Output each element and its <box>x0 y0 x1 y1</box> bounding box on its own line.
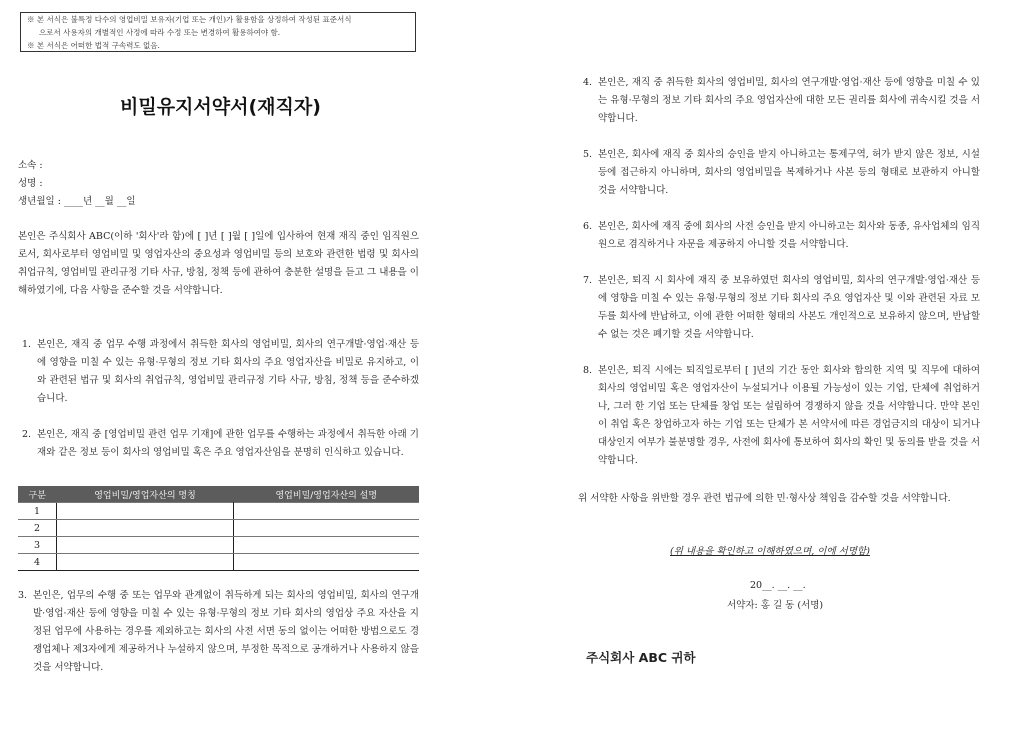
row-number: 3 <box>18 537 57 554</box>
confirmation-note: (위 내용을 확인하고 이해하였으며, 이에 서명함) <box>670 546 870 557</box>
notice-line-1: ※ 본 서식은 불특정 다수의 영업비밀 보유자(기업 또는 개인)가 활용함을 상정하여 작성된 표준서식 <box>27 15 352 24</box>
clause-number: 4. <box>583 77 593 88</box>
table-row <box>18 520 419 537</box>
asset-name-cell[interactable] <box>57 537 234 554</box>
table-row <box>18 554 419 571</box>
table-header: 구분 <box>18 486 57 503</box>
signer-line[interactable]: 서약자: 홍 길 동 (서명) <box>727 600 824 611</box>
table-row <box>18 503 419 520</box>
clause-text: 본인은, 업무의 수행 중 또는 업무와 관계없이 취득하게 되는 회사의 영업비밀, 회사의 연구개발·영업·재산 등에 영향을 미칠 수 있는 유형·무형의 정보 기타 회사의 영업상 주요 자산을 지정된 업무에 사용하는 경우를 제외하고는 회사의 사전 서면 동의 없이는 어떠한 방법으로도 경쟁업체나 제3자에게 제공하거나 누설하지 않으며, 부정한 목적으로 공개하거나 사용하지 않을 것을 서약합니다. <box>33 590 419 673</box>
clause-text: 본인은, 재직 중 [영업비밀 관련 업무 기재]에 관한 업무를 수행하는 과정에서 취득한 아래 기재와 같은 정보 등이 회사의 영업비밀 혹은 주요 영업자산임을 분명히 인식하고 있습니다. <box>37 429 419 458</box>
clause-number: 5. <box>583 149 593 160</box>
clause-number: 6. <box>583 221 593 232</box>
clause-text: 본인은, 퇴직 시 회사에 재직 중 보유하였던 회사의 영업비밀, 회사의 연구개발·영업·재산 등에 영향을 미칠 수 있는 유형·무형의 정보 기타 회사의 주요 영업자산 및 이와 관련된 자료 모두를 회사에 반납하고, 이에 관한 어떠한 형태의 사본도 개인적으로 보유하지 않으며, 반납할 수 없는 것은 폐기할 것을 서약합니다. <box>598 275 980 340</box>
clause-6 <box>583 218 980 254</box>
clause-text: 본인은, 재직 중 업무 수행 과정에서 취득한 회사의 영업비밀, 회사의 연구개발·영업·재산 등에 영향을 미칠 수 있는 유형·무형의 정보 기타 회사의 주요 영업자산을 비밀로 유지하고, 이와 관련된 법규 및 회사의 취업규칙, 영업비밀 관리규정 기타 사규, 방침, 정책 등을 준수하겠습니다. <box>37 339 419 404</box>
table-row <box>18 537 419 554</box>
birth-field: 생년월일 : ____년 __월 __일 <box>18 196 136 207</box>
asset-name-cell[interactable] <box>57 503 234 520</box>
row-number: 4 <box>18 554 57 571</box>
clause-number: 3. <box>18 590 28 601</box>
closing-paragraph: 위 서약한 사항을 위반할 경우 관련 법규에 의한 민·형사상 책임을 감수할 것을 서약합니다. <box>578 493 951 504</box>
intro-paragraph: 본인은 주식회사 ABC(이하 '회사'라 함)에 [ ]년 [ ]월 [ ]일에 입사하여 현재 재직 중인 임직원으로서, 회사로부터 영업비밀 및 영업자산의 중요성과 영업비밀 등의 보호와 관련한 법령 및 회사의 취업규칙, 영업비밀 관리규정 기타 사규, 방침, 정책 등에 관하여 충분한 설명을 듣고 그 내용을 이해하였기에, 다음 사항을 준수할 것을 서약합니다. <box>18 231 419 296</box>
asset-desc-cell[interactable] <box>234 503 420 520</box>
row-number: 1 <box>18 503 57 520</box>
clause-number: 7. <box>583 275 593 286</box>
asset-desc-cell[interactable] <box>234 554 420 571</box>
clause-text: 본인은, 재직 중 취득한 회사의 영업비밀, 회사의 연구개발·영업·재산 등에 영향을 미칠 수 있는 유형·무형의 정보 기타 회사의 주요 영업자산에 대한 모든 권리를 회사에 귀속시킬 것을 서약합니다. <box>598 77 980 124</box>
notice-line-3: ※ 본 서식은 어떠한 법적 구속력도 없음. <box>27 41 160 50</box>
clause-8 <box>583 362 980 470</box>
asset-desc-cell[interactable] <box>234 537 420 554</box>
clause-4 <box>583 74 980 128</box>
notice-box <box>20 12 416 52</box>
signature-date[interactable]: 20__. __. __. <box>750 580 806 591</box>
clause-2 <box>22 426 419 462</box>
clause-5 <box>583 146 980 200</box>
clause-7 <box>583 272 980 344</box>
clause-number: 2. <box>22 429 32 440</box>
notice-line-2: 으로서 사용자의 개별적인 사정에 따라 수정 또는 변경하여 활용하여야 함. <box>39 28 281 37</box>
clause-text: 본인은, 퇴직 시에는 퇴직일로부터 [ ]년의 기간 동안 회사와 합의한 지역 및 직무에 대하여 회사의 영업비밀 혹은 영업자산이 누설되거나 이용될 가능성이 있는 기업, 단체에 취업하거나, 그러 한 기업 또는 단체를 창업 또는 설립하여 경쟁하지 않을 것을 서약합니다. 만약 본인이 취업 혹은 창업하고자 하는 기업 또는 단체가 본 서약서에 따른 경업금지의 대상이 되거나 대상인지 여부가 불분명할 경우, 사전에 회사에 통보하여 회사의 확인 및 동의를 받을 것을 서약합니다. <box>598 365 980 466</box>
personal-info <box>18 157 136 211</box>
asset-name-cell[interactable] <box>57 520 234 537</box>
asset-table <box>18 486 419 571</box>
clause-number: 1. <box>22 339 32 350</box>
clause-3 <box>18 587 419 677</box>
document-title: 비밀유지서약서(재직자) <box>120 96 321 118</box>
table-header-row <box>18 486 419 503</box>
clause-text: 본인은, 회사에 재직 중 회사의 승인을 받지 아니하고는 통제구역, 허가 받지 않은 정보, 시설 등에 접근하지 아니하며, 회사의 영업비밀을 복제하거나 사본 등의 형태로 보관하지 아니할 것을 서약합니다. <box>598 149 980 196</box>
name-field: 성명 : <box>18 178 43 189</box>
clause-text: 본인은, 회사에 재직 중에 회사의 사전 승인을 받지 아니하고는 회사와 동종, 유사업체의 임직원으로 겸직하거나 자문을 제공하지 아니할 것을 서약합니다. <box>598 221 980 250</box>
table-header: 영업비밀/영업자산의 명칭 <box>57 486 234 503</box>
asset-name-cell[interactable] <box>57 554 234 571</box>
row-number: 2 <box>18 520 57 537</box>
clause-number: 8. <box>583 365 593 376</box>
dept-field: 소속 : <box>18 160 43 171</box>
recipient: 주식회사 ABC 귀하 <box>586 650 696 665</box>
clause-1 <box>22 336 419 408</box>
asset-desc-cell[interactable] <box>234 520 420 537</box>
table-header: 영업비밀/영업자산의 설명 <box>234 486 420 503</box>
